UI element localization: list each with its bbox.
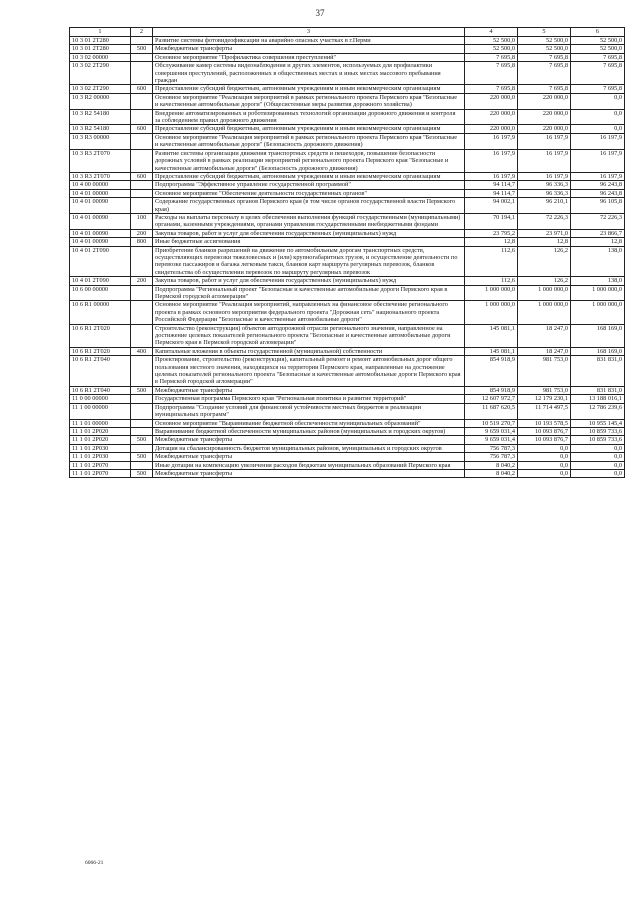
expense-type-code: 800	[131, 238, 153, 246]
footer-code: 6066-21	[85, 860, 104, 866]
expense-name: Межбюджетные трансферты	[153, 469, 465, 477]
expense-name: Предоставление субсидий бюджетным, автономным учреждениям и иным некоммерческим организациям	[153, 85, 465, 93]
expense-name: Межбюджетные трансферты	[153, 436, 465, 444]
amount-year-3: 52 500,0	[571, 45, 625, 53]
expense-type-code	[131, 53, 153, 61]
amount-year-2: 7 695,8	[518, 62, 571, 85]
amount-year-2: 0,0	[518, 453, 571, 461]
expense-name: Закупка товаров, работ и услуг для обеспечения государственных (муниципальных) нужд	[153, 277, 465, 285]
expense-name: Выравнивание бюджетной обеспеченности муниципальных районов (муниципальных и городских округов)	[153, 427, 465, 435]
table-row	[70, 133, 625, 149]
amount-year-3: 96 243,8	[571, 189, 625, 197]
expense-type-code: 600	[131, 172, 153, 180]
amount-year-3: 10 859 733,6	[571, 436, 625, 444]
target-article-code: 10 3 R2 54180	[70, 109, 131, 125]
column-header-5: 5	[518, 28, 571, 37]
expense-type-code	[131, 198, 153, 214]
target-article-code: 10 6 R1 2Т040	[70, 356, 131, 387]
amount-year-1: 220 000,0	[465, 93, 518, 109]
amount-year-1: 145 081,1	[465, 324, 518, 347]
table-row	[70, 45, 625, 53]
expense-type-code: 100	[131, 213, 153, 229]
expense-name: Основное мероприятие "Реализация мероприятий в рамках регионального проекта Пермского края "Безопасные и качественные автомобильные дороги" (Общесистемные меры развития дорожного хозяйства)	[153, 93, 465, 109]
amount-year-3: 16 197,9	[571, 133, 625, 149]
table-row	[70, 386, 625, 394]
table-row	[70, 453, 625, 461]
table-row	[70, 324, 625, 347]
expense-name: Основное мероприятие "Обеспечение деятельности государственных органов"	[153, 189, 465, 197]
amount-year-1: 23 795,2	[465, 229, 518, 237]
amount-year-3: 0,0	[571, 109, 625, 125]
amount-year-2: 1 000 000,0	[518, 301, 571, 324]
amount-year-2: 0,0	[518, 444, 571, 452]
amount-year-3: 7 695,8	[571, 62, 625, 85]
amount-year-1: 7 695,8	[465, 85, 518, 93]
expense-name: Основное мероприятие "Профилактика совершения преступлений"	[153, 53, 465, 61]
table-row	[70, 172, 625, 180]
amount-year-2: 12,8	[518, 238, 571, 246]
amount-year-3: 23 866,7	[571, 229, 625, 237]
amount-year-1: 16 197,9	[465, 172, 518, 180]
expense-name: Иные бюджетные ассигнования	[153, 238, 465, 246]
column-header-4: 4	[465, 28, 518, 37]
expense-name: Основное мероприятие "Выравнивание бюджетной обеспеченности муниципальных образований"	[153, 419, 465, 427]
expense-type-code	[131, 246, 153, 277]
table-row	[70, 109, 625, 125]
amount-year-3: 13 188 016,1	[571, 395, 625, 403]
amount-year-2: 18 247,0	[518, 324, 571, 347]
table-row	[70, 419, 625, 427]
amount-year-3: 52 500,0	[571, 37, 625, 45]
amount-year-1: 94 114,7	[465, 189, 518, 197]
target-article-code: 11 1 01 2Р020	[70, 436, 131, 444]
amount-year-1: 52 500,0	[465, 37, 518, 45]
expense-type-code	[131, 356, 153, 387]
table-header-row	[70, 28, 625, 37]
amount-year-2: 18 247,0	[518, 347, 571, 355]
target-article-code: 10 4 01 00090	[70, 238, 131, 246]
amount-year-2: 7 695,8	[518, 53, 571, 61]
table-row	[70, 246, 625, 277]
table-row	[70, 277, 625, 285]
table-body	[70, 37, 625, 478]
amount-year-1: 8 040,2	[465, 469, 518, 477]
amount-year-2: 0,0	[518, 461, 571, 469]
amount-year-3: 16 197,9	[571, 149, 625, 172]
expense-type-code: 500	[131, 45, 153, 53]
amount-year-1: 112,6	[465, 277, 518, 285]
expense-name: Внедрение автоматизированных и роботизированных технологий организации дорожного движения и контроля за соблюдением правил дорожного движения	[153, 109, 465, 125]
amount-year-1: 112,6	[465, 246, 518, 277]
expense-type-code	[131, 133, 153, 149]
expense-type-code	[131, 93, 153, 109]
table-row	[70, 238, 625, 246]
amount-year-3: 0,0	[571, 125, 625, 133]
amount-year-1: 7 695,8	[465, 53, 518, 61]
amount-year-1: 7 695,8	[465, 62, 518, 85]
target-article-code: 11 0 00 00000	[70, 395, 131, 403]
amount-year-2: 981 753,0	[518, 386, 571, 394]
amount-year-1: 220 000,0	[465, 125, 518, 133]
table-row	[70, 285, 625, 301]
target-article-code: 11 1 00 00000	[70, 403, 131, 419]
amount-year-3: 10 859 733,6	[571, 427, 625, 435]
expense-name: Межбюджетные трансферты	[153, 453, 465, 461]
table-row	[70, 301, 625, 324]
amount-year-1: 16 197,9	[465, 149, 518, 172]
expense-type-code	[131, 395, 153, 403]
amount-year-3: 0,0	[571, 444, 625, 452]
expense-name: Предоставление субсидий бюджетным, автономным учреждениям и иным некоммерческим организациям	[153, 172, 465, 180]
expense-type-code	[131, 149, 153, 172]
amount-year-2: 52 500,0	[518, 45, 571, 53]
amount-year-2: 7 695,8	[518, 85, 571, 93]
table-row	[70, 427, 625, 435]
page-number: 37	[315, 8, 325, 18]
expense-type-code	[131, 62, 153, 85]
table-row	[70, 37, 625, 45]
amount-year-2: 10 093 876,7	[518, 436, 571, 444]
expense-type-code	[131, 301, 153, 324]
table-row	[70, 125, 625, 133]
target-article-code: 11 1 01 2Р030	[70, 444, 131, 452]
amount-year-3: 168 169,0	[571, 324, 625, 347]
amount-year-3: 0,0	[571, 461, 625, 469]
expense-type-code: 400	[131, 347, 153, 355]
expense-name: Подпрограмма "Создание условий для финансовой устойчивости местных бюджетов и реализации муниципальных программ"	[153, 403, 465, 419]
target-article-code: 10 3 R3 00000	[70, 133, 131, 149]
target-article-code: 11 1 01 2Р030	[70, 453, 131, 461]
expense-name: Основное мероприятие "Реализация мероприятий, направленных на финансовое обеспечение регионального проекта в рамках основного мероприятия федерального проекта "Дорожная сеть" национального проекта Российской Федерации "Безопасные и качественные автомобильные дороги"	[153, 301, 465, 324]
target-article-code: 10 4 01 2Т090	[70, 246, 131, 277]
table-row	[70, 93, 625, 109]
amount-year-2: 0,0	[518, 469, 571, 477]
amount-year-3: 10 955 145,4	[571, 419, 625, 427]
target-article-code: 10 4 01 2Т090	[70, 277, 131, 285]
expense-type-code: 200	[131, 277, 153, 285]
amount-year-2: 96 336,3	[518, 181, 571, 189]
table-row	[70, 229, 625, 237]
amount-year-1: 11 687 620,5	[465, 403, 518, 419]
amount-year-1: 1 000 000,0	[465, 285, 518, 301]
target-article-code: 10 6 R1 2Т020	[70, 324, 131, 347]
expense-name: Содержание государственных органов Пермского края (в том числе органов государственной власти Пермского края)	[153, 198, 465, 214]
table-row	[70, 395, 625, 403]
expense-name: Обслуживание камер системы видеонаблюдения и других элементов, используемых для профилактики совершения преступлений, расположенных в общественных местах и иных местах массового пребывания граждан	[153, 62, 465, 85]
expense-name: Приобретение бланков разрешений на движение по автомобильным дорогам транспортных средств, осуществляющих перевозки тяжеловесных и (или) крупногабаритных грузов, и осуществление деятельности по перевозке пассажиров и багажа легковым такси, бланков карт маршрута регулярных перевозок, бланков свидетельства об осуществлении перевозок по маршруту регулярных перевозок	[153, 246, 465, 277]
table-row	[70, 347, 625, 355]
expense-type-code	[131, 403, 153, 419]
amount-year-1: 756 787,3	[465, 453, 518, 461]
expense-name: Предоставление субсидий бюджетным, автономным учреждениям и иным некоммерческим организациям	[153, 125, 465, 133]
target-article-code: 10 3 02 2Т290	[70, 85, 131, 93]
expense-name: Строительство (реконструкция) объектов автодорожной отрасли регионального значения, направленное на достижение целевых показателей регионального проекта "Безопасные и качественные автомобильные дороги Пермского края в Пермской городской агломерации"	[153, 324, 465, 347]
target-article-code: 11 1 01 2Р070	[70, 469, 131, 477]
expense-name: Расходы на выплаты персоналу в целях обеспечения выполнения функций государственными (муниципальными) органами, казенными учреждениями, органами управления государственными внебюджетными фондами	[153, 213, 465, 229]
amount-year-1: 12,8	[465, 238, 518, 246]
amount-year-2: 16 197,9	[518, 133, 571, 149]
amount-year-2: 16 197,9	[518, 172, 571, 180]
amount-year-2: 96 336,3	[518, 189, 571, 197]
expense-name: Межбюджетные трансферты	[153, 386, 465, 394]
table-row	[70, 53, 625, 61]
amount-year-2: 981 753,0	[518, 356, 571, 387]
expense-type-code: 600	[131, 125, 153, 133]
expense-name: Подпрограмма "Региональный проект "Безопасные и качественные автомобильные дороги Пермского края в Пермской городской агломерации"	[153, 285, 465, 301]
amount-year-3: 0,0	[571, 469, 625, 477]
amount-year-3: 0,0	[571, 453, 625, 461]
amount-year-1: 12 607 972,7	[465, 395, 518, 403]
column-header-1: 1	[70, 28, 131, 37]
target-article-code: 10 4 01 00090	[70, 198, 131, 214]
target-article-code: 10 6 R1 00000	[70, 301, 131, 324]
amount-year-3: 7 695,8	[571, 85, 625, 93]
target-article-code: 10 3 02 2Т290	[70, 62, 131, 85]
amount-year-2: 10 093 876,7	[518, 427, 571, 435]
expense-type-code: 200	[131, 229, 153, 237]
amount-year-3: 1 000 000,0	[571, 301, 625, 324]
amount-year-3: 138,0	[571, 246, 625, 277]
amount-year-3: 12,8	[571, 238, 625, 246]
target-article-code: 10 3 01 2Т280	[70, 37, 131, 45]
target-article-code: 10 6 R1 2Т020	[70, 347, 131, 355]
amount-year-2: 16 197,9	[518, 149, 571, 172]
amount-year-2: 220 000,0	[518, 93, 571, 109]
target-article-code: 10 6 R1 2Т040	[70, 386, 131, 394]
expense-type-code	[131, 419, 153, 427]
expense-type-code: 500	[131, 469, 153, 477]
column-header-3: 3	[153, 28, 465, 37]
amount-year-1: 145 081,1	[465, 347, 518, 355]
amount-year-2: 23 971,0	[518, 229, 571, 237]
table-row	[70, 469, 625, 477]
amount-year-3: 138,0	[571, 277, 625, 285]
amount-year-1: 756 787,3	[465, 444, 518, 452]
expense-type-code	[131, 427, 153, 435]
target-article-code: 11 1 01 2Р070	[70, 461, 131, 469]
table-row	[70, 181, 625, 189]
amount-year-2: 1 000 000,0	[518, 285, 571, 301]
amount-year-2: 72 226,3	[518, 213, 571, 229]
target-article-code: 10 4 00 00000	[70, 181, 131, 189]
expense-name: Основное мероприятие "Реализация мероприятий в рамках регионального проекта Пермского края "Безопасные и качественные автомобильные дороги" (Безопасность дорожного движения)	[153, 133, 465, 149]
amount-year-1: 94 002,1	[465, 198, 518, 214]
expense-name: Подпрограмма "Эффективное управление государственной программой"	[153, 181, 465, 189]
amount-year-2: 10 193 578,5	[518, 419, 571, 427]
amount-year-2: 12 179 230,1	[518, 395, 571, 403]
target-article-code: 10 3 R2 54180	[70, 125, 131, 133]
amount-year-1: 220 000,0	[465, 109, 518, 125]
expense-type-code	[131, 181, 153, 189]
amount-year-1: 70 194,1	[465, 213, 518, 229]
amount-year-1: 94 114,7	[465, 181, 518, 189]
amount-year-2: 220 000,0	[518, 125, 571, 133]
expense-name: Государственная программа Пермского края "Региональная политика и развитие территорий"	[153, 395, 465, 403]
target-article-code: 10 4 01 00000	[70, 189, 131, 197]
amount-year-2: 126,2	[518, 277, 571, 285]
amount-year-3: 96 243,8	[571, 181, 625, 189]
amount-year-3: 12 786 239,6	[571, 403, 625, 419]
target-article-code: 10 4 01 00090	[70, 229, 131, 237]
amount-year-1: 854 918,9	[465, 386, 518, 394]
table-row	[70, 149, 625, 172]
target-article-code: 10 3 R2 00000	[70, 93, 131, 109]
expense-type-code	[131, 189, 153, 197]
expense-name: Проектирование, строительство (реконструкция), капитальный ремонт и ремонт автомобильных дорог общего пользования местного значения, находящихся на территории Пермского края, направленные на достижение целевых показателей регионального проекта "Безопасные и качественные автомобильные дороги Пермского края в Пермской городской агломерации"	[153, 356, 465, 387]
amount-year-1: 854 918,9	[465, 356, 518, 387]
table-row	[70, 85, 625, 93]
target-article-code: 10 3 01 2Т280	[70, 45, 131, 53]
target-article-code: 10 6 00 00000	[70, 285, 131, 301]
expense-type-code	[131, 37, 153, 45]
amount-year-3: 831 831,0	[571, 386, 625, 394]
target-article-code: 11 1 01 2Р020	[70, 427, 131, 435]
expense-name: Межбюджетные трансферты	[153, 45, 465, 53]
amount-year-3: 0,0	[571, 93, 625, 109]
amount-year-3: 72 226,3	[571, 213, 625, 229]
amount-year-2: 220 000,0	[518, 109, 571, 125]
amount-year-3: 16 197,9	[571, 172, 625, 180]
table-row	[70, 444, 625, 452]
amount-year-3: 168 169,0	[571, 347, 625, 355]
amount-year-2: 96 210,1	[518, 198, 571, 214]
amount-year-3: 7 695,8	[571, 53, 625, 61]
expense-name: Закупка товаров, работ и услуг для обеспечения государственных (муниципальных) нужд	[153, 229, 465, 237]
target-article-code: 11 1 01 00000	[70, 419, 131, 427]
column-header-2: 2	[131, 28, 153, 37]
amount-year-2: 126,2	[518, 246, 571, 277]
target-article-code: 10 4 01 00090	[70, 213, 131, 229]
table-row	[70, 213, 625, 229]
amount-year-3: 1 000 000,0	[571, 285, 625, 301]
amount-year-1: 9 659 031,4	[465, 427, 518, 435]
expense-type-code	[131, 109, 153, 125]
table-row	[70, 189, 625, 197]
expense-type-code	[131, 324, 153, 347]
amount-year-3: 831 831,0	[571, 356, 625, 387]
expense-type-code	[131, 461, 153, 469]
amount-year-2: 52 500,0	[518, 37, 571, 45]
amount-year-3: 96 105,8	[571, 198, 625, 214]
expense-type-code: 600	[131, 85, 153, 93]
amount-year-2: 11 714 497,5	[518, 403, 571, 419]
amount-year-1: 10 519 270,7	[465, 419, 518, 427]
table-row	[70, 62, 625, 85]
target-article-code: 10 3 R3 2Т070	[70, 149, 131, 172]
column-header-6: 6	[571, 28, 625, 37]
target-article-code: 10 3 R3 2Т070	[70, 172, 131, 180]
target-article-code: 10 3 02 00000	[70, 53, 131, 61]
amount-year-1: 1 000 000,0	[465, 301, 518, 324]
expense-name: Дотация на сбалансированность бюджетов муниципальных районов, муниципальных и городских округов	[153, 444, 465, 452]
expense-type-code	[131, 444, 153, 452]
amount-year-1: 16 197,9	[465, 133, 518, 149]
amount-year-1: 52 500,0	[465, 45, 518, 53]
table-row	[70, 436, 625, 444]
expense-type-code: 500	[131, 453, 153, 461]
expense-name: Иные дотации на компенсацию увеличения расходов бюджетам муниципальных образований Пермского края	[153, 461, 465, 469]
amount-year-1: 9 659 031,4	[465, 436, 518, 444]
table-row	[70, 461, 625, 469]
expense-name: Капитальные вложения в объекты государственной (муниципальной) собственности	[153, 347, 465, 355]
expense-type-code	[131, 285, 153, 301]
table-row	[70, 198, 625, 214]
budget-table	[69, 27, 625, 478]
table-row	[70, 403, 625, 419]
expense-name: Развитие системы организации движения транспортных средств и пешеходов, повышение безопасности дорожных условий в рамках реализации мероприятий регионального проекта Пермского края "Безопасные и качественные автомобильные дороги" (Безопасность дорожного движения)	[153, 149, 465, 172]
expense-type-code: 500	[131, 386, 153, 394]
expense-type-code: 500	[131, 436, 153, 444]
amount-year-1: 8 040,2	[465, 461, 518, 469]
expense-name: Развитие системы фотовидеофиксации на аварийно опасных участках в г.Перми	[153, 37, 465, 45]
table-row	[70, 356, 625, 387]
